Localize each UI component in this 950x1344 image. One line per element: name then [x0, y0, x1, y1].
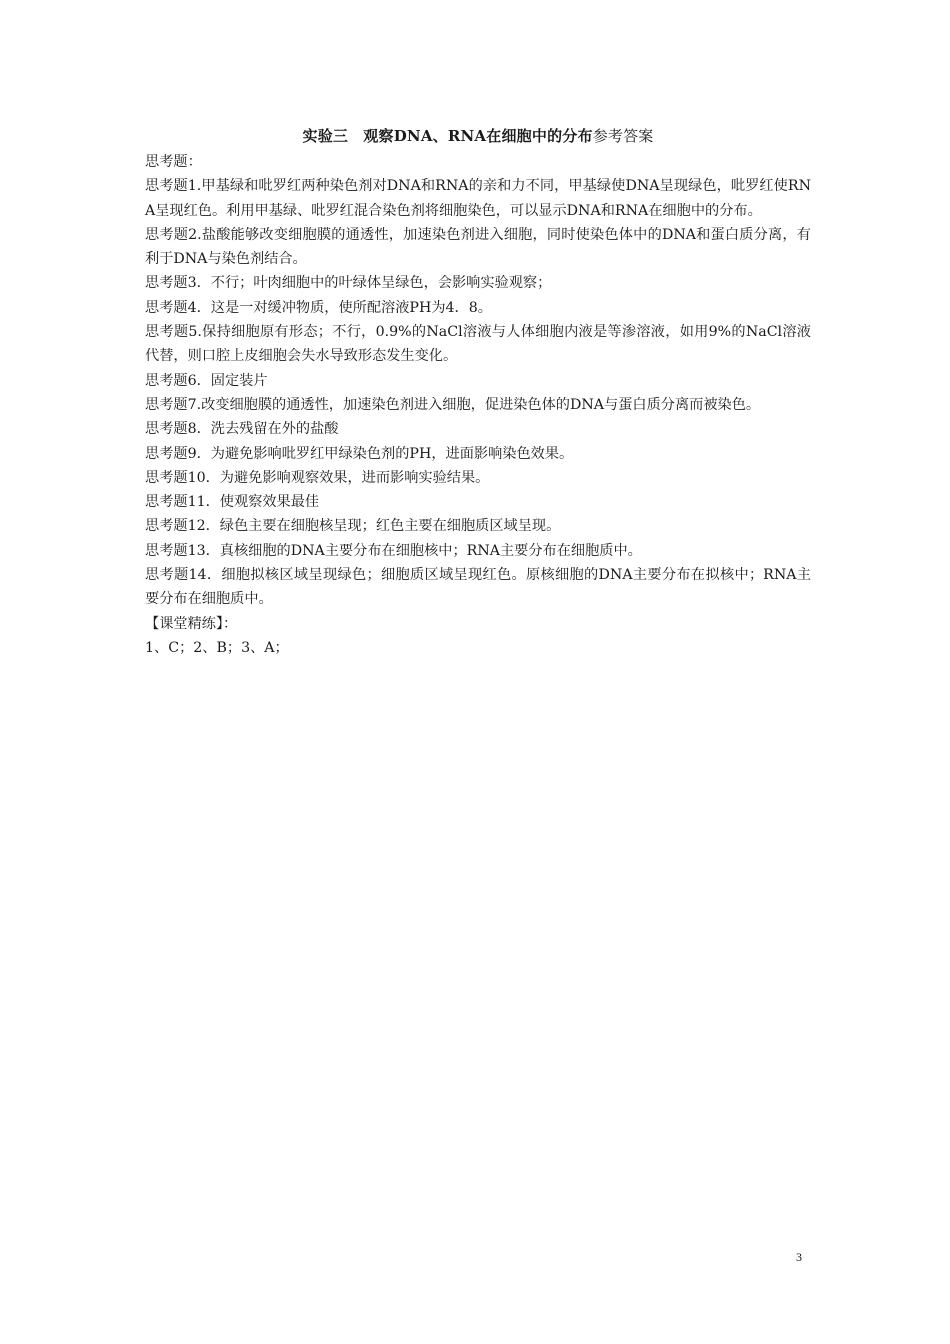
text-line: 思考题10．为避免影响观察效果，进而影响实验结果。: [145, 469, 490, 486]
text-line: 思考题6．固定装片: [145, 372, 268, 389]
text-line: 思考题：: [145, 154, 202, 170]
text-line: 思考题3．不行；叶肉细胞中的叶绿体呈绿色，会影响实验观察；: [145, 275, 552, 292]
text-line: 思考题13．真核细胞的DNA主要分布在细胞核中；RNA主要分布在细胞质中。: [145, 542, 642, 559]
text-line: 思考题5.保持细胞原有形态；不行，0.9%的NaCl溶液与人体细胞内液是等渗溶液，如用9%的NaCl溶液代替，则口腔上皮细胞会失水导致形态发生变化。: [145, 324, 811, 365]
title-main: 实验三 观察DNA、RNA在细胞中的分布: [302, 127, 593, 145]
document-body: [145, 124, 811, 660]
title-suffix: 参考答案: [592, 127, 654, 145]
answer-line: 1、C；2、B；3、A；: [145, 639, 289, 656]
text-line: 思考题2.盐酸能够改变细胞膜的通透性，加速染色剂进入细胞，同时使染色体中的DNA和蛋白质分离，有利于DNA与染色剂结合。: [145, 226, 811, 268]
section-heading: 【课堂精练】：: [145, 615, 238, 632]
text-line: 思考题4．这是一对缓冲物质，使所配溶液PH为4．8。: [145, 299, 492, 316]
text-line: 思考题11．使观察效果最佳: [145, 494, 320, 511]
page-number: 3: [796, 1250, 802, 1264]
text-line: 思考题14．细胞拟核区域呈现绿色；细胞质区域呈现红色。原核细胞的DNA主要分布在拟核中；RNA主要分布在细胞质中。: [145, 567, 811, 608]
text-line: 思考题12．绿色主要在细胞核呈现；红色主要在细胞质区域呈现。: [145, 518, 561, 535]
text-line: 思考题1.甲基绿和吡罗红两种染色剂对DNA和RNA的亲和力不同，甲基绿使DNA呈现绿色，吡罗红使RNA呈现红色。利用甲基绿、吡罗红混合染色剂将细胞染色，可以显示DNA和RNA在细胞中的分布。: [145, 178, 812, 219]
document-title: [145, 124, 811, 150]
text-line: 思考题9．为避免影响吡罗红甲绿染色剂的PH，进面影响染色效果。: [145, 445, 574, 462]
text-line: 思考题7.改变细胞膜的通透性，加速染色剂进入细胞，促进染色体的DNA与蛋白质分离而被染色。: [145, 396, 761, 413]
text-line: 思考题8．洗去残留在外的盐酸: [145, 421, 339, 438]
